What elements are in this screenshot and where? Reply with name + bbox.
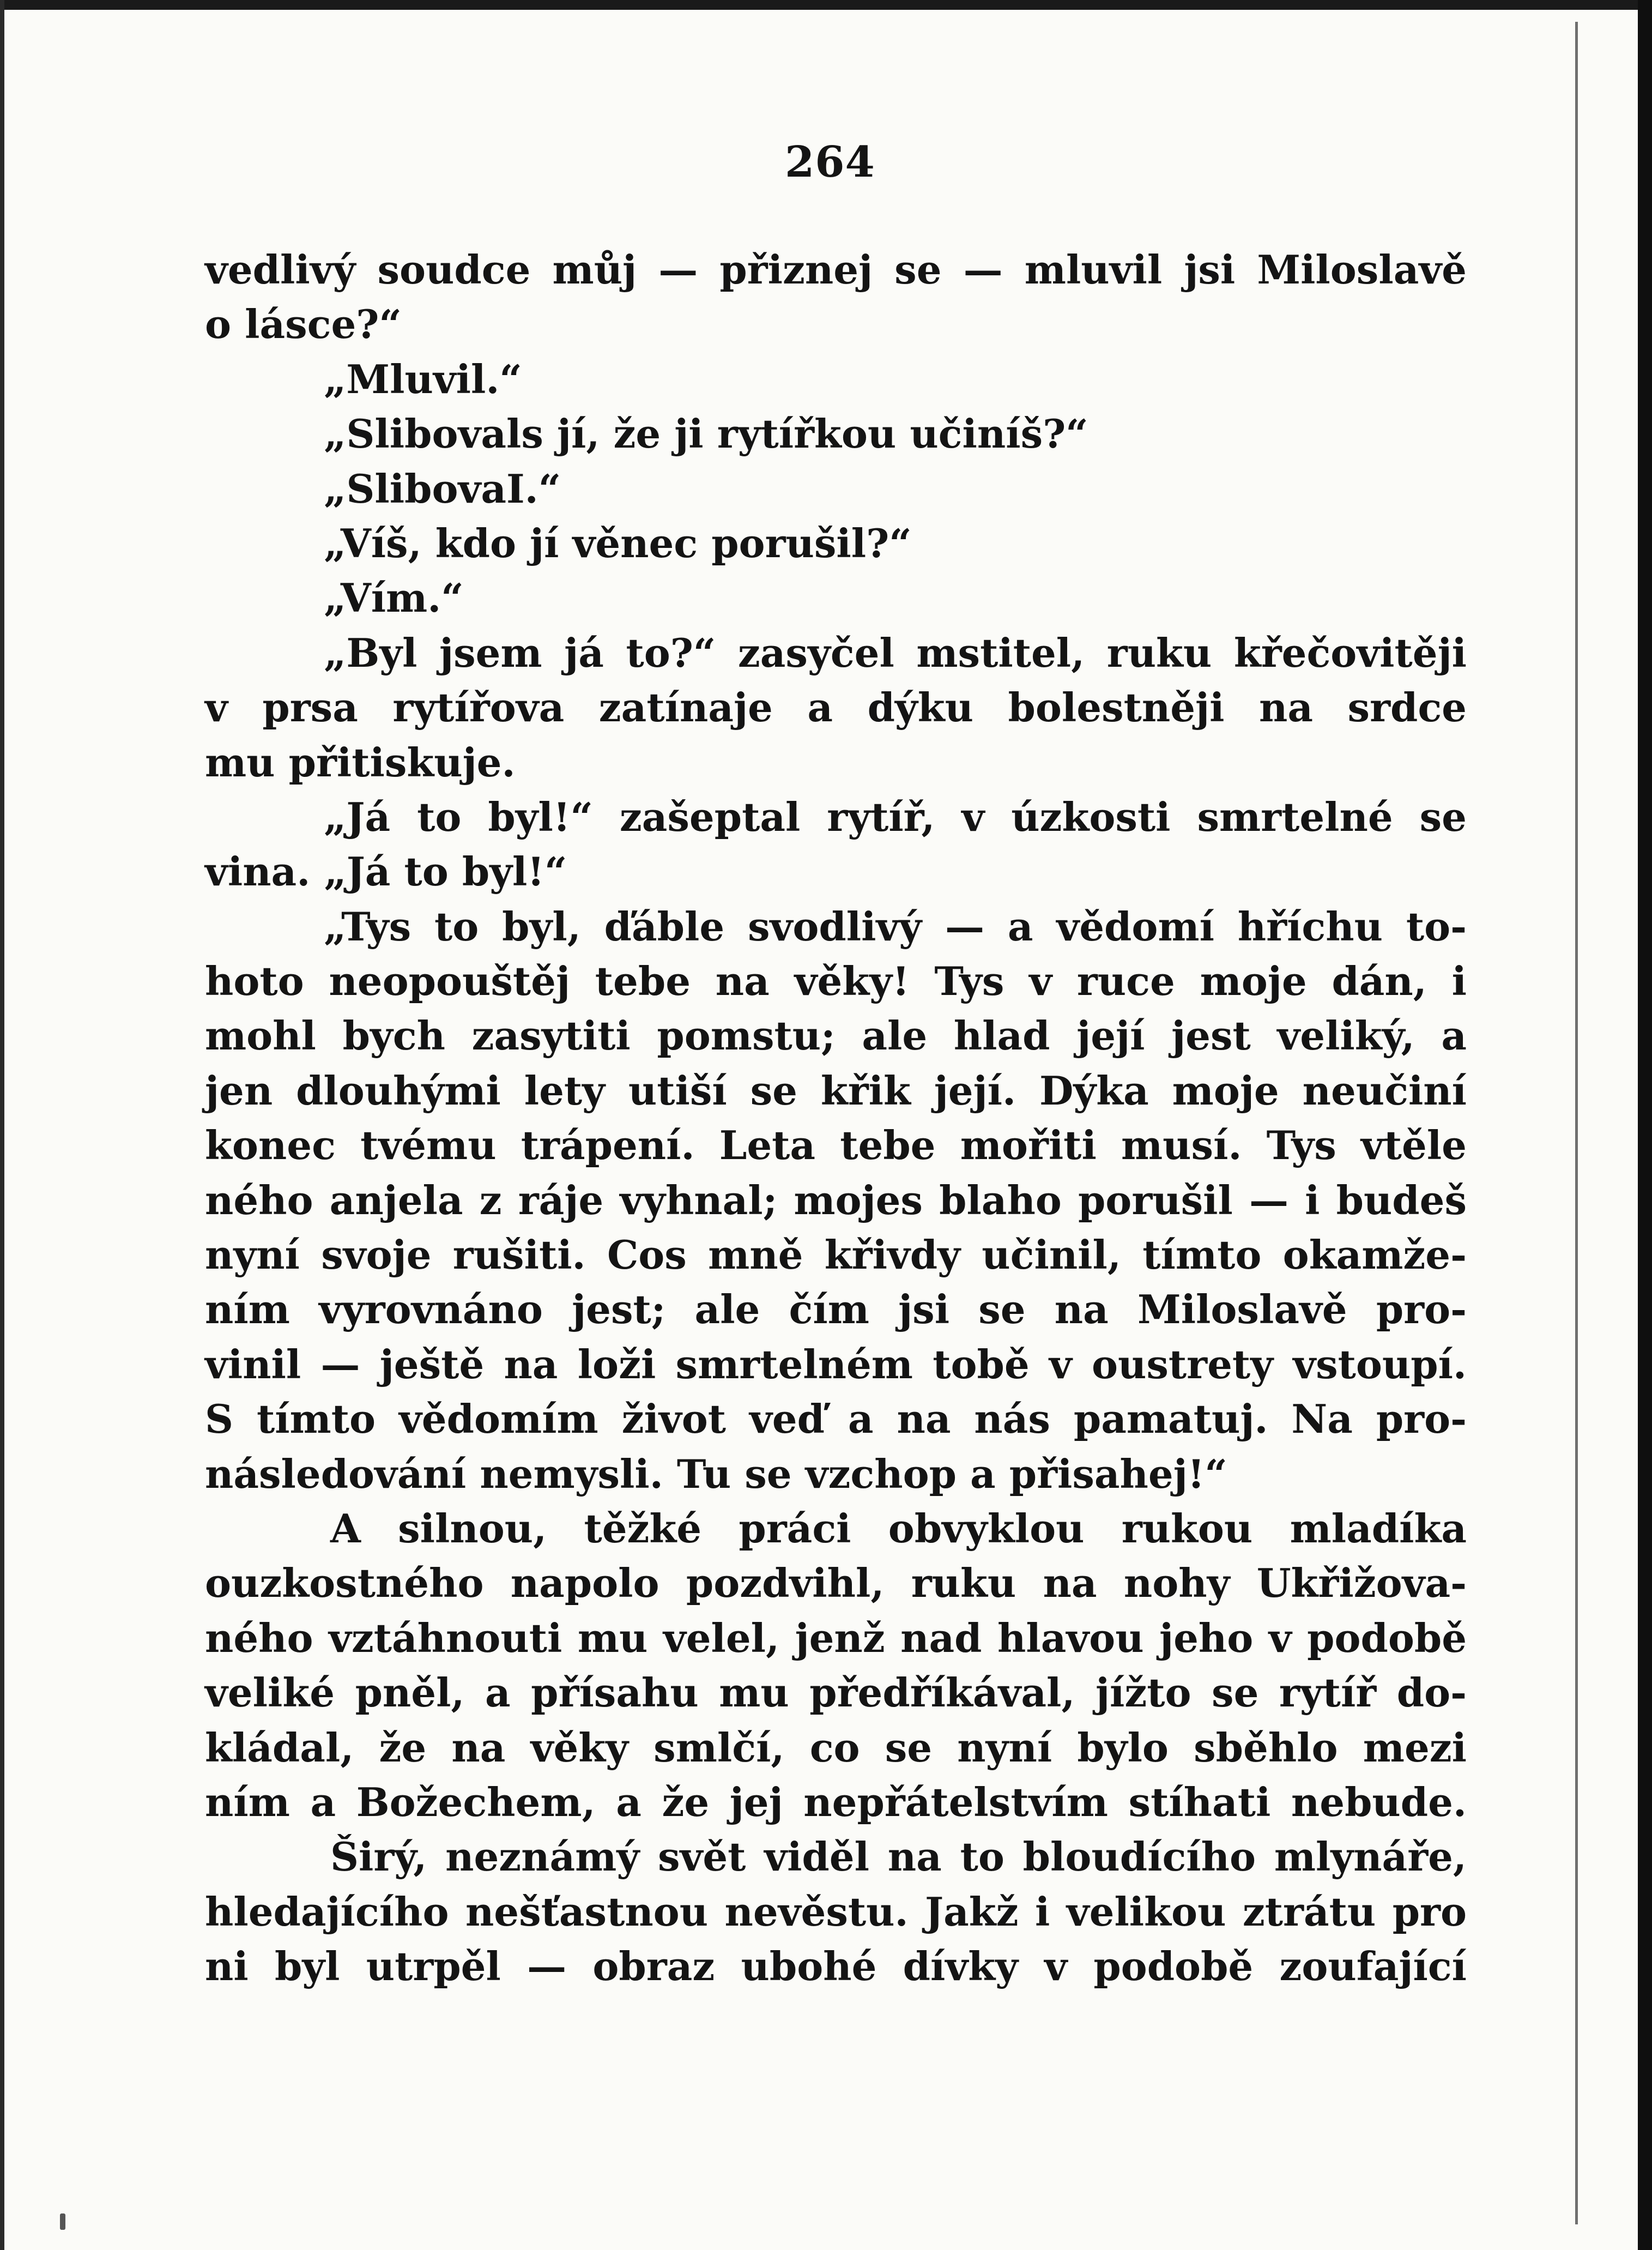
text-line: o lásce?“ <box>205 301 402 348</box>
text-line: S tímto vědomím život veď a na nás pamatuj. Na pro- <box>205 1396 1467 1443</box>
text-line: vinil — ještě na loži smrtelném tobě v oustrety vstoupí. <box>205 1341 1467 1388</box>
text-line: ni byl utrpěl — obraz ubohé dívky v podobě zoufající <box>205 1943 1467 1990</box>
text-line: ného anjela z ráje vyhnal; mojes blaho porušil — i budeš <box>205 1177 1467 1223</box>
text-line: ním a Božechem, a že jej nepřátelstvím stíhati nebude. <box>205 1778 1467 1825</box>
text-line: následování nemysli. Tu se vzchop a přisahej!“ <box>205 1450 1227 1497</box>
text-line: Širý, neznámý svět viděl na to bloudícího mlynáře, <box>330 1833 1467 1880</box>
page-number: 264 <box>785 137 875 187</box>
text-line: ného vztáhnouti mu velel, jenž nad hlavou jeho v podobě <box>205 1614 1467 1661</box>
text-line: veliké pněl, a přísahu mu předříkával, jížto se rytíř do- <box>205 1669 1467 1716</box>
text-line: „Slibovals jí, že ji rytířkou učiníš?“ <box>324 411 1088 457</box>
scan-border-left <box>0 0 4 2250</box>
text-line: „Vím.“ <box>324 575 464 622</box>
text-line: hoto neopouštěj tebe na věky! Tys v ruce moje dán, i <box>205 958 1467 1005</box>
text-line: „Tys to byl, ďáble svodlivý — a vědomí hříchu to- <box>324 903 1467 950</box>
page-edge <box>1575 22 1578 2224</box>
text-line: A silnou, těžké práci obvyklou rukou mladíka <box>330 1505 1467 1552</box>
text-line: mohl bych zasytiti pomstu; ale hlad její jest veliký, a <box>205 1012 1467 1059</box>
text-line: mu přitiskuje. <box>205 739 516 786</box>
text-line: „Byl jsem já to?“ zasyčel mstitel, ruku křečovitěji <box>324 629 1467 676</box>
scan-border-top <box>0 0 1652 10</box>
text-line: hledajícího nešťastnou nevěstu. Jakž i velikou ztrátu pro <box>205 1888 1467 1935</box>
text-line: „Víš, kdo jí věnec porušil?“ <box>324 520 912 566</box>
scan-border-right <box>1638 0 1652 2250</box>
text-line: vedlivý soudce můj — přiznej se — mluvil jsi Miloslavě <box>205 246 1467 293</box>
text-line: „Mluvil.“ <box>324 355 522 402</box>
text-line: nyní svoje rušiti. Cos mně křivdy učinil, tímto okamže- <box>205 1232 1467 1278</box>
text-line: ouzkostného napolo pozdvihl, ruku na nohy Ukřižova- <box>205 1560 1467 1607</box>
body-text <box>205 243 1467 1994</box>
text-line: kládal, že na věky smlčí, co se nyní bylo sběhlo mezi <box>205 1724 1467 1771</box>
text-line: vina. „Já to byl!“ <box>205 848 567 895</box>
text-line: jen dlouhými lety utiší se křik její. Dýka moje neučiní <box>205 1067 1467 1114</box>
text-line: v prsa rytířova zatínaje a dýku bolestněji na srdce <box>205 684 1467 731</box>
text-line: ním vyrovnáno jest; ale čím jsi se na Miloslavě pro- <box>205 1286 1467 1333</box>
text-line: „SlibovaI.“ <box>324 465 561 512</box>
text-line: konec tvému trápení. Leta tebe mořiti musí. Tys vtěle <box>205 1122 1467 1169</box>
scan-speck <box>60 2213 65 2230</box>
text-line: „Já to byl!“ zašeptal rytíř, v úzkosti smrtelné se <box>324 793 1467 840</box>
